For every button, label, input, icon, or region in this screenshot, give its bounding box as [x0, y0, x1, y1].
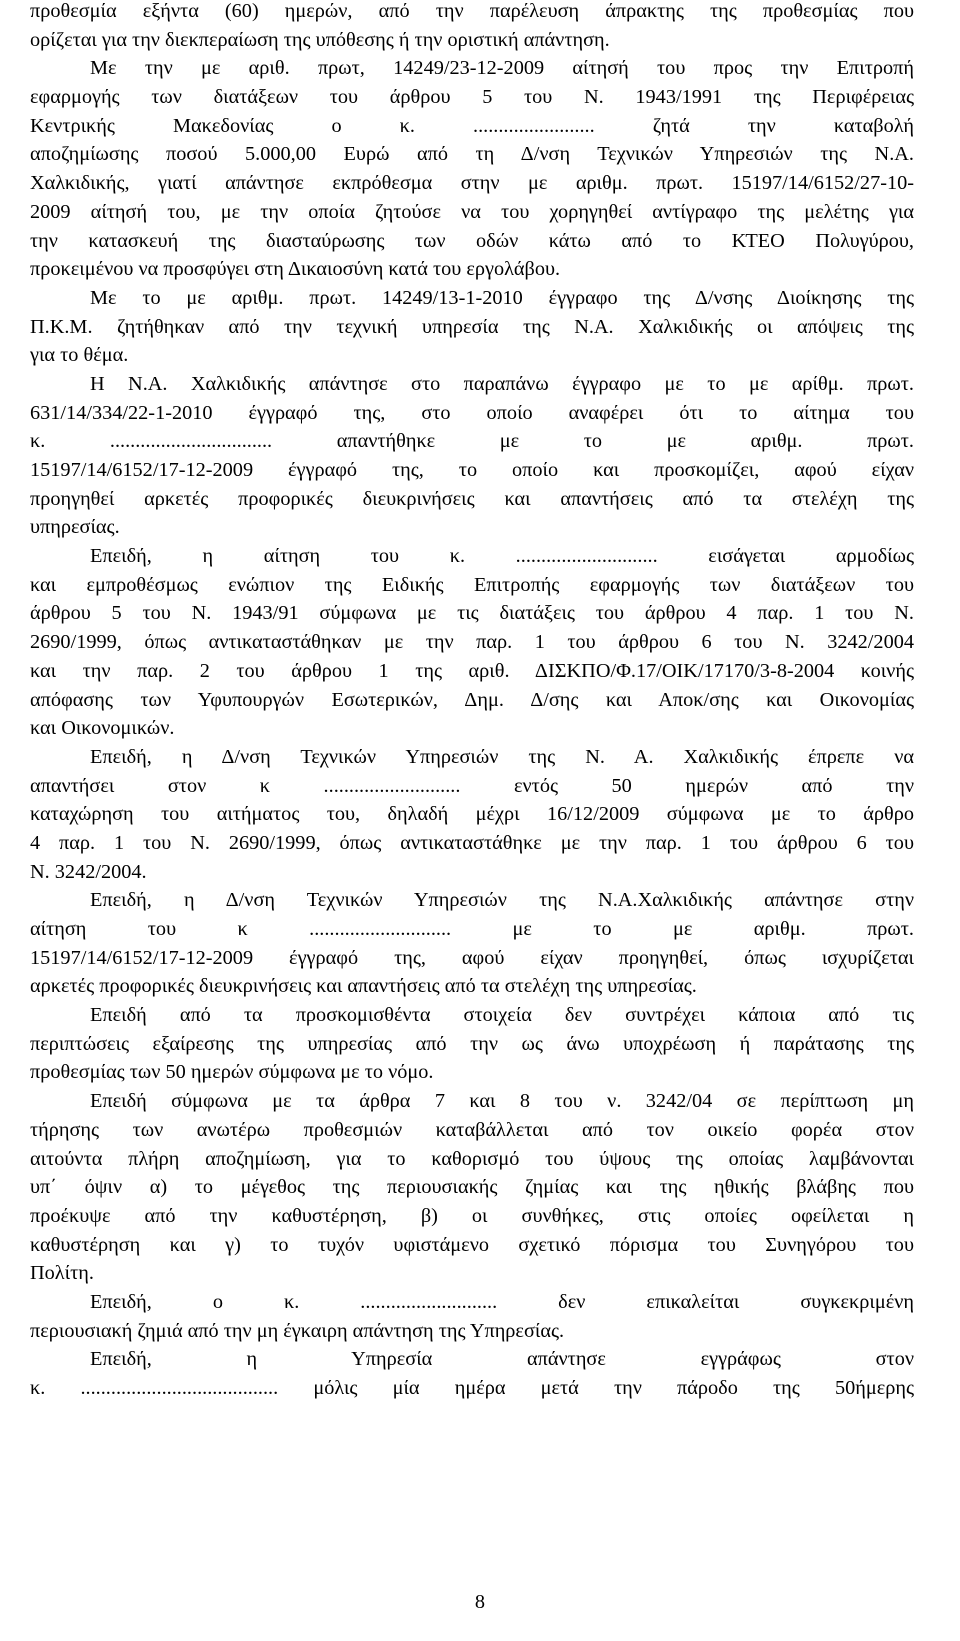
text-line: περιπτώσεις εξαίρεσης της υπηρεσίας από την ως άνω υποχρέωση ή παράτασης της: [30, 1032, 914, 1055]
text-line: άρθρου 5 του Ν. 1943/91 σύμφωνα με τις διατάξεις του άρθρου 4 παρ. 1 του Ν.: [30, 602, 914, 625]
text-line: Επειδή, η Υπηρεσία απάντησε εγγράφως στον: [90, 1348, 914, 1371]
text-line: την κατασκευή της διασταύρωσης των οδών κάτω από το ΚΤΕΟ Πολυγύρου,: [30, 229, 914, 252]
text-line: κ. ................................ απαντήθηκε με το με αριθμ. πρωτ.: [30, 430, 914, 453]
text-line: τήρησης των ανωτέρω προθεσμιών καταβάλλεται από τον οικείο φορέα στον: [30, 1118, 914, 1141]
text-line: υπ΄ όψιν α) το μέγεθος της περιουσιακής ζημίας και της ηθικής βλάβης που: [30, 1176, 914, 1199]
page-number: 8: [474, 1591, 486, 1613]
text-line: ορίζεται για την διεκπεραίωση της υπόθεσης ή την οριστική απάντηση.: [30, 28, 610, 51]
text-line: 631/14/334/22-1-2010 έγγραφό της, στο οποίο αναφέρει ότι το αίτημα του: [30, 401, 914, 424]
text-line: αρκετές προφορικές διευκρινήσεις και απαντήσεις από τα στελέχη της υπηρεσίας.: [30, 975, 697, 998]
text-line: 4 παρ. 1 του Ν. 2690/1999, όπως αντικαταστάθηκε με την παρ. 1 του άρθρου 6 του: [30, 831, 914, 854]
text-line: και εμπροθέσμως ενώπιον της Ειδικής Επιτροπής εφαρμογής των διατάξεων του: [30, 573, 914, 596]
text-line: κ. ....................................... μόλις μία ημέρα μετά την πάροδο της 50ήμερης: [30, 1377, 914, 1399]
text-line: Κεντρικής Μακεδονίας ο κ. ........................ ζητά την καταβολή: [30, 114, 914, 137]
text-line: απόφασης των Υφυπουργών Εσωτερικών, Δημ. Δ/σης και Αποκ/σης και Οικονομίας: [30, 688, 914, 711]
text-line: και Οικονομικών.: [30, 717, 175, 740]
text-line: προκειμένου να προσφύγει στη Δικαιοσύνη κατά του εργολάβου.: [30, 258, 561, 281]
text-line: Επειδή, ο κ. ........................... δεν επικαλείται συγκεκριμένη: [90, 1290, 914, 1313]
document-body: [30, 0, 914, 1403]
text-line: Π.Κ.Μ. ζητήθηκαν από την τεχνική υπηρεσία της Ν.Α. Χαλκιδικής οι απόψεις της: [30, 315, 914, 338]
text-line: Επειδή από τα προσκομισθέντα στοιχεία δεν συντρέχει κάποια από τις: [90, 1004, 914, 1027]
text-line: απαντήσει στον κ ........................... εντός 50 ημερών από την: [30, 774, 914, 797]
text-line: υπηρεσίας.: [30, 516, 120, 539]
text-line: 15197/14/6152/17-12-2009 έγγραφό της, αφού είχαν προηγηθεί, όπως ισχυρίζεται: [30, 946, 914, 969]
text-line: Με την με αριθ. πρωτ, 14249/23-12-2009 αίτησή του προς την Επιτροπή: [90, 57, 914, 80]
text-line: 15197/14/6152/17-12-2009 έγγραφό της, το οποίο και προσκομίζει, αφού είχαν: [30, 459, 914, 481]
text-line: Επειδή, η αίτηση του κ. ............................ εισάγεται αρμοδίως: [90, 545, 914, 568]
text-line: για το θέμα.: [30, 344, 129, 367]
text-line: Με το με αριθμ. πρωτ. 14249/13-1-2010 έγγραφο της Δ/νσης Διοίκησης της: [90, 286, 914, 309]
text-line: περιουσιακή ζημιά από την μη έγκαιρη απάντηση της Υπηρεσίας.: [30, 1319, 565, 1342]
text-line: Ν. 3242/2004.: [30, 860, 147, 883]
text-line: Επειδή σύμφωνα με τα άρθρα 7 και 8 του ν. 3242/04 σε περίπτωση μη: [90, 1090, 914, 1113]
text-line: 2690/1999, όπως αντικαταστάθηκαν με την παρ. 1 του άρθρου 6 του Ν. 3242/2004: [30, 631, 914, 654]
text-line: Πολίτη.: [30, 1262, 94, 1285]
text-line: και την παρ. 2 του άρθρου 1 της αριθ. ΔΙΣΚΠΟ/Φ.17/ΟΙΚ/17170/3-8-2004 κοινής: [30, 659, 914, 682]
text-line: 2009 αίτησή του, με την οποία ζητούσε να του χορηγηθεί αντίγραφο της μελέτης για: [30, 200, 914, 223]
text-line: καταχώρηση του αιτήματος του, δηλαδή μέχρι 16/12/2009 σύμφωνα με το άρθρο: [30, 803, 914, 826]
text-line: Επειδή, η Δ/νση Τεχνικών Υπηρεσιών της Ν. Α. Χαλκιδικής έπρεπε να: [90, 745, 914, 768]
text-line: αποζημίωσης ποσού 5.000,00 Ευρώ από τη Δ/νση Τεχνικών Υπηρεσιών της Ν.Α.: [30, 143, 914, 166]
text-line: Επειδή, η Δ/νση Τεχνικών Υπηρεσιών της Ν.Α.Χαλκιδικής απάντησε στην: [90, 889, 914, 912]
text-line: προέκυψε από την καθυστέρηση, β) οι συνθήκες, στις οποίες οφείλεται η: [30, 1204, 914, 1227]
text-line: προηγηθεί αρκετές προφορικές διευκρινήσεις και απαντήσεις από τα στελέχη της: [30, 487, 914, 510]
text-line: αίτηση του κ ............................ με το με αριθμ. πρωτ.: [30, 918, 914, 940]
text-line: Χαλκιδικής, γιατί απάντησε εκπρόθεσμα στην με αριθμ. πρωτ. 15197/14/6152/27-10-: [30, 172, 914, 195]
text-line: καθυστέρηση και γ) το τυχόν υφιστάμενο σχετικό πόρισμα του Συνηγόρου του: [30, 1233, 914, 1256]
text-line: προθεσμίας των 50 ημερών σύμφωνα με το νόμο.: [30, 1061, 434, 1084]
text-line: προθεσμία εξήντα (60) ημερών, από την παρέλευση άπρακτης της προθεσμίας που: [30, 0, 914, 22]
text-line: αιτούντα πλήρη αποζημίωση, για το καθορισμό του ύψους της οποίας λαμβάνονται: [30, 1147, 914, 1170]
text-line: εφαρμογής των διατάξεων του άρθρου 5 του Ν. 1943/1991 της Περιφέρειας: [30, 86, 914, 109]
text-line: Η Ν.Α. Χαλκιδικής απάντησε στο παραπάνω έγγραφο με το με αρίθμ. πρωτ.: [90, 372, 914, 395]
